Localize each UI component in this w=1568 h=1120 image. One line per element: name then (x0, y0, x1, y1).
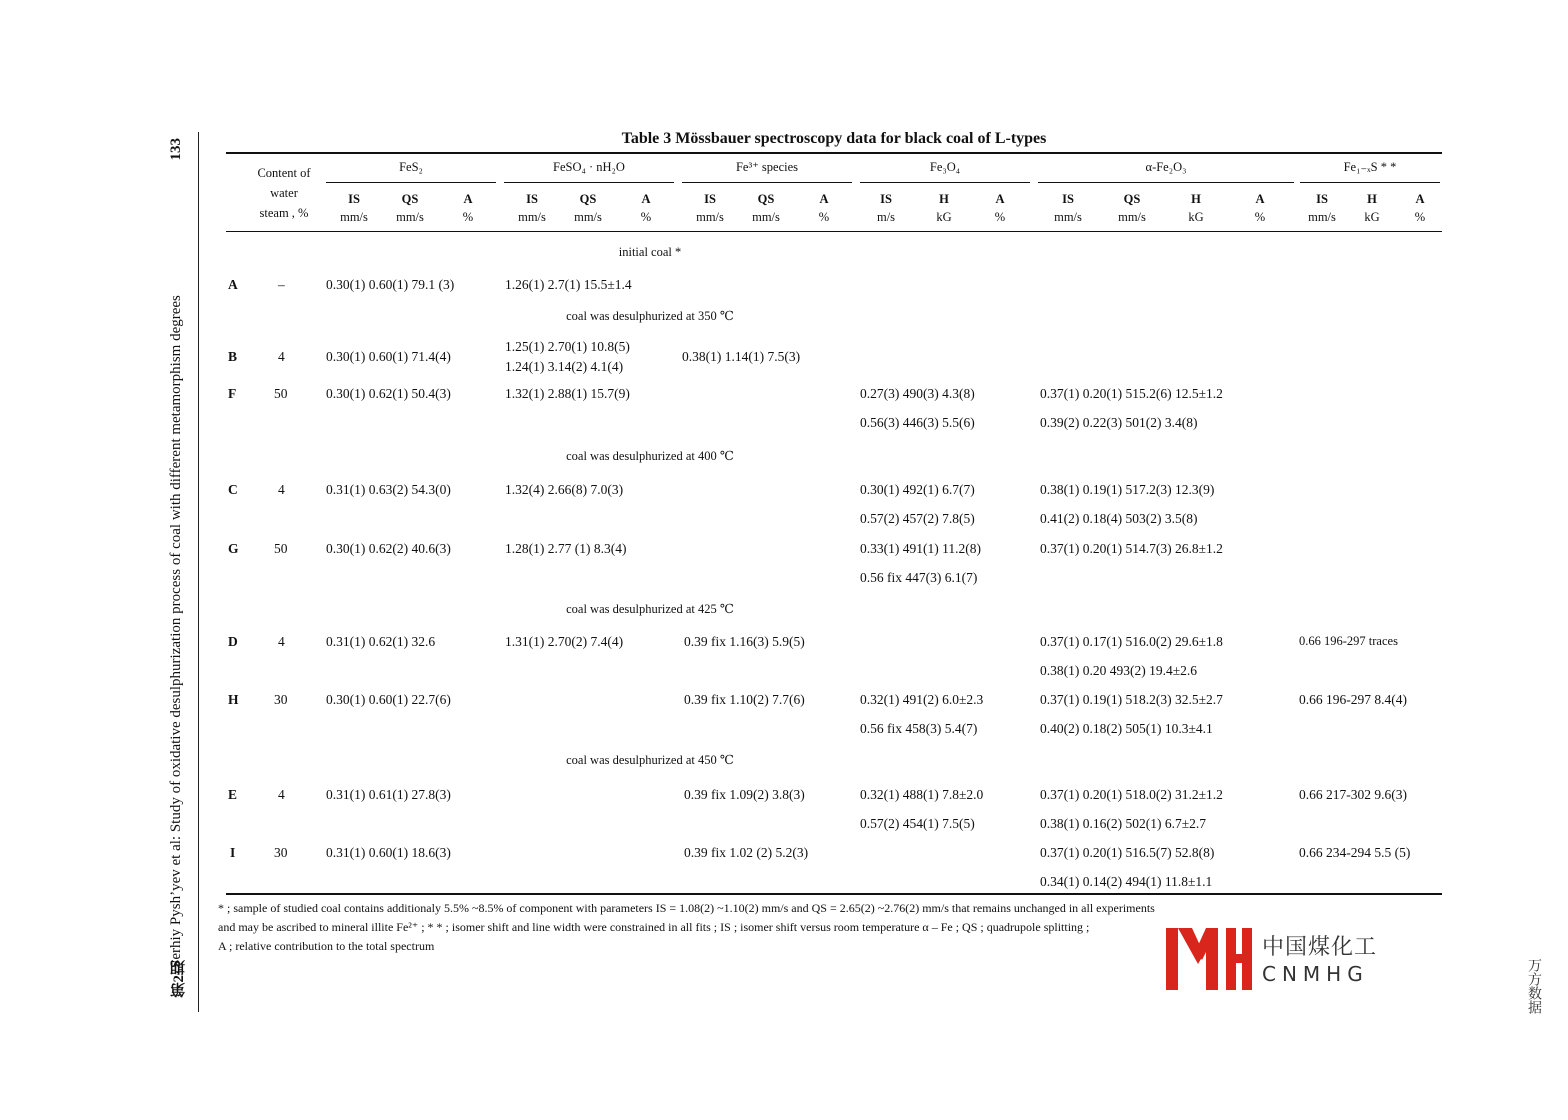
col-fe3-a: A (819, 192, 829, 206)
col-fe3o4-is: IS (880, 192, 892, 206)
logo-latin-text: CNMHG (1262, 962, 1369, 986)
row-steam: 4 (278, 482, 285, 497)
col-fes2-is-unit: mm/s (340, 210, 368, 224)
section-caption: coal was desulphurized at 450 ℃ (566, 753, 734, 767)
col-fes-a-unit: % (1414, 210, 1426, 224)
cnmhg-logo (1166, 928, 1386, 992)
cell-fe3o4: 0.57(2) 457(2) 7.8(5) (860, 511, 975, 526)
cell-afe2o3: 0.37(1) 0.20(1) 518.0(2) 31.2±1.2 (1040, 787, 1223, 802)
group-underline (682, 182, 852, 183)
row-id: E (228, 787, 238, 802)
col-fe3-qs-unit: mm/s (752, 210, 780, 224)
row-id: F (228, 386, 237, 401)
row-header-3: steam , % (259, 206, 309, 220)
row-id: H (228, 692, 239, 707)
col-fes-is: IS (1316, 192, 1328, 206)
row-steam: 30 (274, 845, 288, 860)
col-feso4-a-unit: % (640, 210, 652, 224)
cell-feso4: 1.28(1) 2.77 (1) 8.3(4) (505, 541, 627, 556)
cell-fes2: 0.30(1) 0.60(1) 79.1 (3) (326, 277, 455, 292)
col-feso4-qs-unit: mm/s (574, 210, 602, 224)
group-underline (1038, 182, 1294, 183)
cell-fe3o4: 0.56 fix 447(3) 6.1(7) (860, 570, 978, 585)
cell-fe3: 0.39 fix 1.09(2) 3.8(3) (684, 787, 805, 802)
logo-mark-icon (1166, 928, 1252, 990)
cell-fes2: 0.31(1) 0.62(1) 32.6 (326, 634, 436, 649)
issue-label: 第2期 (171, 960, 187, 998)
col-feso4-a: A (641, 192, 651, 206)
footnote-line: * ; sample of studied coal contains additionaly 5.5% ~8.5% of component with parameters IS = 1.08(2) ~1.10(2) mm/s and QS = 2.65(2) ~2.76(2) mm/s that remains unchanged in all experiments (218, 901, 1155, 915)
col-fes2-qs: QS (401, 192, 419, 206)
cell-fes2: 0.30(1) 0.60(1) 22.7(6) (326, 692, 451, 707)
header-bottom-rule (226, 231, 1442, 232)
cell-fe3o4: 0.30(1) 492(1) 6.7(7) (860, 482, 975, 497)
cell-afe2o3: 0.38(1) 0.20 493(2) 19.4±2.6 (1040, 663, 1198, 678)
row-id: C (228, 482, 238, 497)
cell-fes2: 0.30(1) 0.62(2) 40.6(3) (326, 541, 451, 556)
group-underline (1300, 182, 1440, 183)
col-fes2-qs-unit: mm/s (396, 210, 424, 224)
group-underline (326, 182, 496, 183)
cell-fe3: 0.39 fix 1.02 (2) 5.2(3) (684, 845, 809, 860)
cell-afe2o3: 0.34(1) 0.14(2) 494(1) 11.8±1.1 (1040, 874, 1213, 889)
col-afe2o3-qs-unit: mm/s (1118, 210, 1146, 224)
cell-afe2o3: 0.40(2) 0.18(2) 505(1) 10.3±4.1 (1040, 721, 1213, 736)
cell-fe3o4: 0.33(1) 491(1) 11.2(8) (860, 541, 981, 556)
col-fe3o4-h: H (939, 192, 949, 206)
col-fes2-is: IS (348, 192, 360, 206)
table-top-rule (226, 152, 1442, 154)
row-steam: 4 (278, 787, 285, 802)
cell-fe3o4: 0.32(1) 488(1) 7.8±2.0 (860, 787, 984, 802)
row-id: G (228, 541, 239, 556)
cell-feso4: 1.25(1) 2.70(1) 10.8(5) (505, 339, 630, 354)
cell-fe3: 0.39 fix 1.10(2) 7.7(6) (684, 692, 805, 707)
col-fe3o4-a: A (995, 192, 1005, 206)
col-fes-a: A (1415, 192, 1425, 206)
cell-fes2: 0.31(1) 0.61(1) 27.8(3) (326, 787, 451, 802)
side-margin (168, 132, 192, 1012)
group-fe3-species: Fe³⁺ species (735, 160, 799, 174)
col-fe3o4-a-unit: % (994, 210, 1006, 224)
table-title: Table 3 Mössbauer spectroscopy data for black coal of L-types (621, 130, 1047, 147)
cell-fe3o4: 0.27(3) 490(3) 4.3(8) (860, 386, 975, 401)
cell-afe2o3: 0.37(1) 0.19(1) 518.2(3) 32.5±2.7 (1040, 692, 1223, 707)
row-steam: 50 (274, 386, 288, 401)
row-id: B (228, 349, 238, 364)
row-steam: 4 (278, 349, 285, 364)
group-fes2: FeS₂ (399, 160, 423, 174)
col-afe2o3-qs: QS (1123, 192, 1141, 206)
col-afe2o3-is-unit: mm/s (1054, 210, 1082, 224)
cell-feso4: 1.31(1) 2.70(2) 7.4(4) (505, 634, 624, 649)
section-caption: initial coal * (618, 245, 682, 259)
row-id: I (230, 845, 236, 860)
cell-fes2: 0.30(1) 0.60(1) 71.4(4) (326, 349, 451, 364)
section-caption: coal was desulphurized at 425 ℃ (566, 602, 734, 616)
cell-fes2: 0.31(1) 0.63(2) 54.3(0) (326, 482, 451, 497)
row-steam: 4 (278, 634, 285, 649)
page-number: 133 (168, 138, 184, 161)
row-id: A (228, 277, 238, 292)
section-caption: coal was desulphurized at 400 ℃ (566, 449, 734, 463)
cell-fe3o4: 0.57(2) 454(1) 7.5(5) (860, 816, 975, 831)
cell-fes2: 0.30(1) 0.62(1) 50.4(3) (326, 386, 451, 401)
group-feso4: FeSO₄ · nH₂O (553, 160, 625, 174)
cell-fe3o4: 0.56(3) 446(3) 5.5(6) (860, 415, 975, 430)
cell-fes: 0.66 217-302 9.6(3) (1299, 787, 1407, 802)
col-afe2o3-h-unit: kG (1188, 210, 1204, 224)
watermark: 万方数据 (1526, 958, 1542, 1014)
row-header-1: Content of (257, 166, 311, 180)
col-fes-is-unit: mm/s (1308, 210, 1336, 224)
margin-rule (198, 132, 199, 1012)
group-underline (504, 182, 674, 183)
cell-fe3o4: 0.56 fix 458(3) 5.4(7) (860, 721, 978, 736)
group-afe2o3: α-Fe₂O₃ (1145, 160, 1187, 174)
col-fes2-a: A (463, 192, 473, 206)
cell-feso4: 1.32(1) 2.88(1) 15.7(9) (505, 386, 630, 401)
col-afe2o3-h: H (1191, 192, 1201, 206)
row-id: D (228, 634, 238, 649)
col-feso4-is-unit: mm/s (518, 210, 546, 224)
row-steam: – (278, 277, 285, 292)
col-afe2o3-a: A (1255, 192, 1265, 206)
row-steam: 50 (274, 541, 288, 556)
col-afe2o3-a-unit: % (1254, 210, 1266, 224)
cell-afe2o3: 0.38(1) 0.19(1) 517.2(3) 12.3(9) (1040, 482, 1215, 497)
cell-afe2o3: 0.37(1) 0.20(1) 516.5(7) 52.8(8) (1040, 845, 1215, 860)
cell-afe2o3: 0.37(1) 0.20(1) 515.2(6) 12.5±1.2 (1040, 386, 1223, 401)
cell-afe2o3: 0.41(2) 0.18(4) 503(2) 3.5(8) (1040, 511, 1198, 526)
cell-afe2o3: 0.37(1) 0.20(1) 514.7(3) 26.8±1.2 (1040, 541, 1223, 556)
footnote-line: A ; relative contribution to the total spectrum (218, 939, 435, 953)
cell-afe2o3: 0.37(1) 0.17(1) 516.0(2) 29.6±1.8 (1040, 634, 1223, 649)
col-fe3-qs: QS (757, 192, 775, 206)
col-fes-h: H (1367, 192, 1377, 206)
cell-afe2o3: 0.38(1) 0.16(2) 502(1) 6.7±2.7 (1040, 816, 1207, 831)
col-feso4-qs: QS (579, 192, 597, 206)
section-caption: coal was desulphurized at 350 ℃ (566, 309, 734, 323)
running-header: Serhiy Pysh’yev et al: Study of oxidative desulphurization process of coal with different metamorphism degrees (168, 295, 184, 969)
cell-fes: 0.66 196-297 8.4(4) (1299, 692, 1407, 707)
cell-afe2o3: 0.39(2) 0.22(3) 501(2) 3.4(8) (1040, 415, 1198, 430)
cell-fe3o4: 0.32(1) 491(2) 6.0±2.3 (860, 692, 984, 707)
col-fes2-a-unit: % (462, 210, 474, 224)
col-fe3-is: IS (704, 192, 716, 206)
cell-feso4-second: 1.24(1) 3.14(2) 4.1(4) (505, 359, 624, 374)
cell-fes: 0.66 234-294 5.5 (5) (1299, 845, 1411, 860)
logo-chinese-text: 中国煤化工 (1262, 935, 1378, 960)
row-header-2: water (270, 186, 298, 200)
col-afe2o3-is: IS (1062, 192, 1074, 206)
footnote-line: and may be ascribed to mineral illite Fe²⁺ ; * * ; isomer shift and line width were constrained in all fits ; IS ; isomer shift versus room temperature α – Fe ; QS ; quadrupole splitting ; (218, 920, 1090, 934)
col-fe3-is-unit: mm/s (696, 210, 724, 224)
cell-feso4: 1.32(4) 2.66(8) 7.0(3) (505, 482, 624, 497)
col-feso4-is: IS (526, 192, 538, 206)
group-fes: Fe₁₋ₓS * * (1343, 160, 1397, 174)
col-fes-h-unit: kG (1364, 210, 1380, 224)
col-fe3o4-is-unit: m/s (876, 210, 896, 224)
cell-feso4: 1.26(1) 2.7(1) 15.5±1.4 (505, 277, 632, 292)
col-fe3-a-unit: % (818, 210, 830, 224)
cell-fe3: 0.39 fix 1.16(3) 5.9(5) (684, 634, 805, 649)
table-bottom-rule (226, 893, 1442, 895)
row-steam: 30 (274, 692, 288, 707)
cell-fes: 0.66 196-297 traces (1299, 634, 1398, 648)
col-fe3o4-h-unit: kG (936, 210, 952, 224)
cell-fes2: 0.31(1) 0.60(1) 18.6(3) (326, 845, 451, 860)
group-underline (860, 182, 1030, 183)
group-fe3o4: Fe₃O₄ (929, 160, 961, 174)
cell-fe3: 0.38(1) 1.14(1) 7.5(3) (682, 349, 801, 364)
